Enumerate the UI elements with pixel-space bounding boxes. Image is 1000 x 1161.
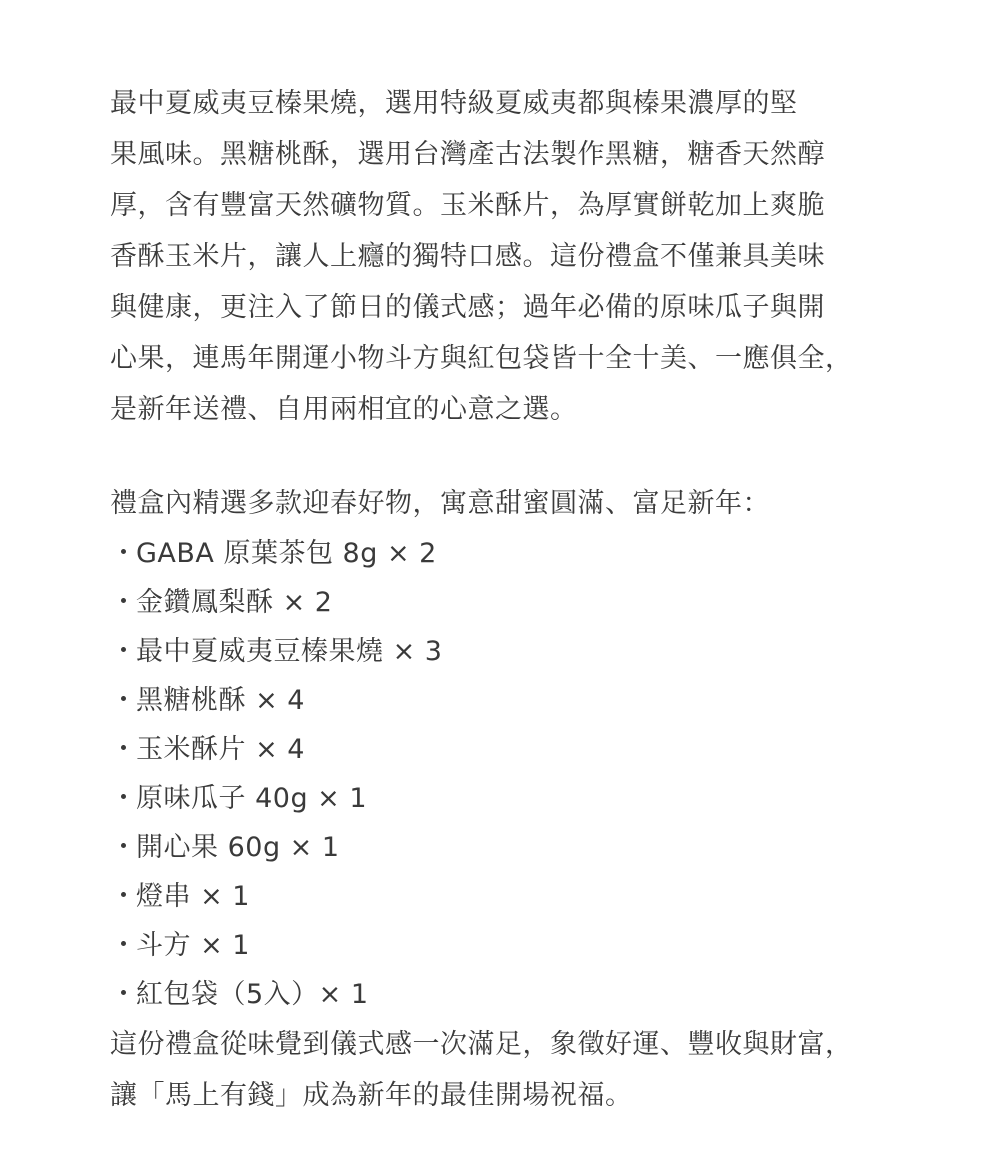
list-item — [110, 725, 930, 774]
list-item-text: 金鑽鳳梨酥 × 2 — [136, 587, 333, 618]
contents-list — [110, 529, 930, 1019]
list-item — [110, 529, 930, 578]
bullet-dot: ・ — [110, 685, 138, 716]
description-line: 香酥玉米片，讓人上癮的獨特口感。這份禮盒不僅兼具美味 — [110, 241, 825, 272]
list-item — [110, 970, 930, 1019]
contents-intro — [110, 478, 930, 529]
description-line: 與健康，更注入了節日的儀式感；過年必備的原味瓜子與開 — [110, 292, 825, 323]
closing-line: 讓「馬上有錢」成為新年的最佳開場祝福。 — [110, 1080, 633, 1111]
bullet-dot: ・ — [110, 979, 138, 1010]
contents-intro-text: 禮盒內精選多款迎春好物，寓意甜蜜圓滿、富足新年： — [110, 488, 770, 519]
product-description-block — [110, 78, 930, 1121]
list-item-text: 黑糖桃酥 × 4 — [136, 685, 305, 716]
list-item-text: GABA 原葉茶包 8g × 2 — [136, 538, 437, 569]
closing-paragraph — [110, 1019, 930, 1121]
bullet-dot: ・ — [110, 734, 138, 765]
list-item — [110, 774, 930, 823]
bullet-dot: ・ — [110, 832, 138, 863]
bullet-dot: ・ — [110, 538, 138, 569]
bullet-dot: ・ — [110, 881, 138, 912]
list-item-text: 紅包袋（5入）× 1 — [136, 979, 369, 1010]
description-line: 最中夏威夷豆榛果燒，選用特級夏威夷都與榛果濃厚的堅 — [110, 88, 798, 119]
list-item-text: 開心果 60g × 1 — [136, 832, 340, 863]
list-item-text: 燈串 × 1 — [136, 881, 250, 912]
bullet-dot: ・ — [110, 783, 138, 814]
list-item — [110, 676, 930, 725]
list-item — [110, 872, 930, 921]
bullet-dot: ・ — [110, 930, 138, 961]
description-paragraph — [110, 78, 930, 435]
list-item-text: 原味瓜子 40g × 1 — [136, 783, 368, 814]
list-item — [110, 921, 930, 970]
list-item — [110, 578, 930, 627]
description-line: 心果，連馬年開運小物斗方與紅包袋皆十全十美、一應俱全， — [110, 343, 853, 374]
list-item-text: 最中夏威夷豆榛果燒 × 3 — [136, 636, 443, 667]
list-item-text: 玉米酥片 × 4 — [136, 734, 305, 765]
description-line: 是新年送禮、自用兩相宜的心意之選。 — [110, 394, 578, 425]
bullet-dot: ・ — [110, 636, 138, 667]
description-line: 厚，含有豐富天然礦物質。玉米酥片，為厚實餅乾加上爽脆 — [110, 190, 825, 221]
list-item — [110, 627, 930, 676]
closing-line: 這份禮盒從味覺到儀式感一次滿足，象徵好運、豐收與財富， — [110, 1029, 853, 1060]
list-item-text: 斗方 × 1 — [136, 930, 250, 961]
bullet-dot: ・ — [110, 587, 138, 618]
description-line: 果風味。黑糖桃酥，選用台灣產古法製作黑糖，糖香天然醇 — [110, 139, 825, 170]
list-item — [110, 823, 930, 872]
